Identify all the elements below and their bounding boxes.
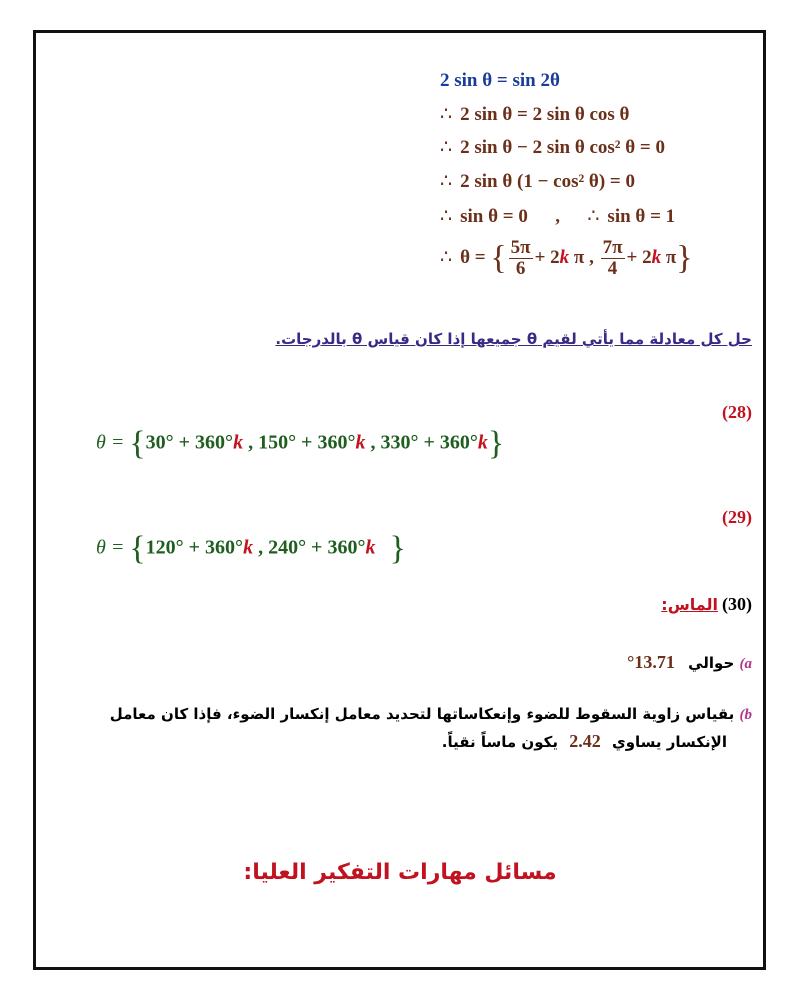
math-line-2: [440, 103, 629, 126]
instruction-text: حل كل معادلة مما يأتي لقيم θ جميعها إذا كان قياس θ بالدرجات.: [275, 330, 752, 348]
part-b-text: الإنكسار يساوي: [611, 733, 727, 751]
question-28-answer: θ = {30° + 360°k , 150° + 360°k , 330° + 360°k}: [96, 425, 505, 462]
left-brace: {: [490, 239, 507, 277]
equation-right: sin θ = 1: [607, 206, 676, 227]
question-title: الماس:: [661, 595, 718, 614]
section-heading: مسائل مهارات التفكير العليا:: [243, 860, 557, 885]
pi-symbol: π: [665, 246, 677, 268]
question-29-label: [722, 507, 752, 528]
left-brace: {: [129, 425, 146, 462]
right-brace: }: [487, 425, 505, 462]
part-b-line-2: [442, 729, 727, 754]
question-30-header: [661, 594, 752, 615]
fraction-7pi-4: [601, 238, 625, 279]
k-variable: k: [559, 246, 570, 268]
math-line-6: ∴ θ = { $\frac{5\pi}{6}$ + 2k π , $\frac{7\pi}{4}$ + 2k π}: [440, 237, 693, 279]
solution-term: 240° + 360°: [268, 536, 366, 559]
math-line-1: [440, 70, 560, 92]
plus-two: + 2: [534, 246, 560, 268]
equation-text: 2 sin θ − 2 sin θ cos² θ = 0: [460, 137, 666, 158]
k-variable: k: [243, 536, 254, 559]
question-number: (28): [722, 402, 752, 422]
therefore-symbol: ∴: [440, 104, 453, 125]
therefore-symbol: ∴: [587, 206, 600, 227]
part-b-text: بقياس زاوية السقوط للضوء وإنعكاساتها لتحديد معامل إنكسار الضوء، فإذا كان معامل: [109, 705, 735, 723]
therefore-symbol: ∴: [440, 246, 453, 268]
part-b-text: يكون ماساً نقياً.: [441, 733, 558, 751]
solution-term: 30° + 360°: [145, 431, 234, 454]
question-number: (29): [722, 507, 752, 527]
fraction-denominator: 4: [607, 258, 618, 279]
fraction-denominator: 6: [515, 258, 526, 279]
math-line-4: [440, 170, 635, 193]
solution-term: 150° + 360°: [258, 431, 356, 454]
therefore-symbol: ∴: [440, 206, 453, 227]
therefore-symbol: ∴: [440, 137, 453, 158]
equation-text: 2 sin θ = 2 sin θ cos θ: [460, 104, 630, 125]
part-a: [627, 650, 752, 676]
equation-text: 2 sin θ (1 − cos² θ) = 0: [460, 171, 635, 192]
solution-term: 120° + 360°: [145, 536, 244, 559]
k-variable: k: [477, 431, 488, 454]
k-variable: k: [233, 431, 244, 454]
theta-equals: θ =: [460, 246, 491, 268]
plus-two: + 2: [626, 246, 652, 268]
part-letter: b): [739, 707, 752, 723]
angle-value: 13.71°: [627, 652, 675, 672]
question-28-label: [722, 402, 752, 423]
right-brace: }: [676, 239, 693, 277]
k-variable: k: [355, 431, 366, 454]
separator: ,: [555, 206, 560, 227]
fraction-numerator: 7π: [602, 237, 623, 258]
right-brace: }: [389, 530, 406, 567]
equation-text: 2 sin θ = sin 2θ: [440, 70, 560, 91]
theta-equals: θ =: [96, 536, 130, 559]
part-b-line-1: [110, 702, 752, 727]
fraction-5pi-6: [509, 238, 533, 279]
equation-left: sin θ = 0: [460, 206, 528, 227]
page-border: [33, 30, 766, 970]
pi-symbol: π: [573, 246, 585, 268]
fraction-numerator: 5π: [510, 237, 531, 258]
left-brace: {: [129, 530, 146, 567]
question-number: (30): [722, 594, 752, 614]
refraction-value: 2.42: [569, 731, 601, 751]
k-variable: k: [651, 246, 662, 268]
part-a-text: حوالي: [688, 654, 735, 672]
k-variable: k: [365, 536, 376, 559]
part-letter: a): [739, 656, 752, 672]
theta-equals: θ =: [96, 431, 130, 454]
math-line-5: [440, 205, 675, 228]
question-29-answer: θ = {120° + 360°k , 240° + 360°k }: [96, 530, 406, 567]
solution-term: 330° + 360°: [380, 431, 478, 454]
therefore-symbol: ∴: [440, 171, 453, 192]
math-line-3: [440, 136, 665, 159]
